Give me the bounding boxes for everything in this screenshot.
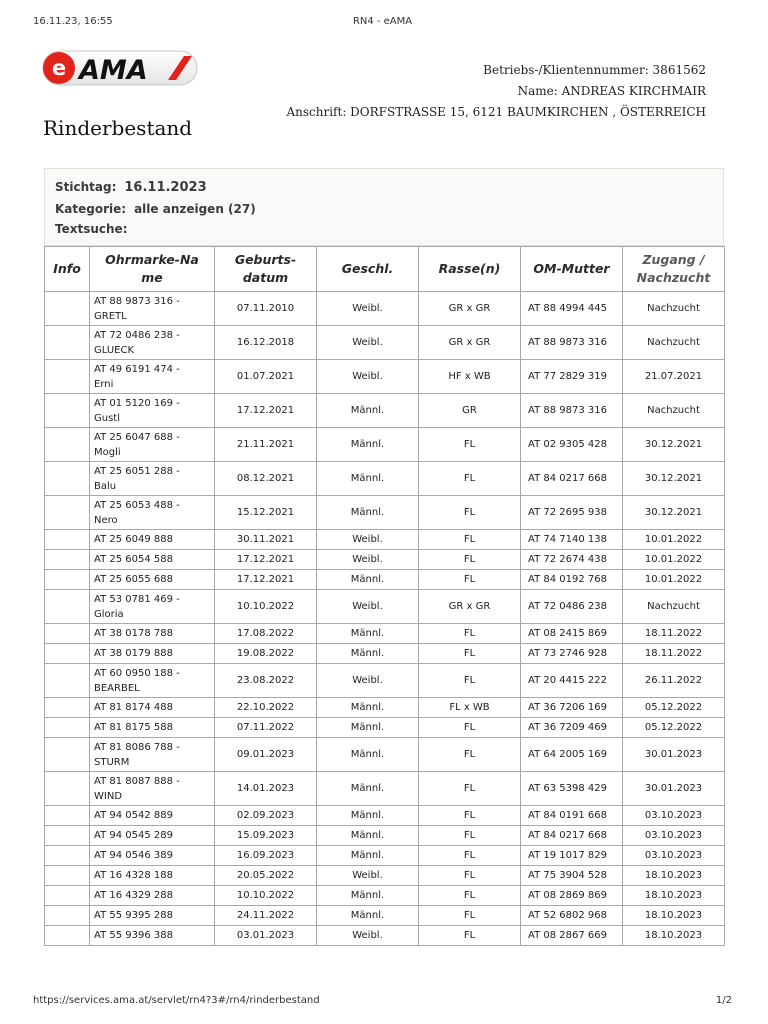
textsuche-label: Textsuche:: [55, 222, 128, 236]
cell-info: [45, 698, 90, 718]
cell-ohrmarke: [90, 292, 215, 326]
cell-zugang: 18.10.2023: [623, 906, 725, 926]
cell-ohrmarke: [90, 806, 215, 826]
table-row[interactable]: [45, 590, 725, 624]
cell-ohrmarke: [90, 826, 215, 846]
cell-info: [45, 292, 90, 326]
cell-om-mutter: AT 08 2867 669: [521, 926, 623, 946]
cell-geburtsdatum: 17.12.2021: [215, 394, 317, 428]
cell-om-mutter: AT 84 0217 668: [521, 826, 623, 846]
col-header-geburtsdatum[interactable]: Geburts- datum: [215, 247, 317, 292]
print-page-number: 1/2: [715, 995, 732, 1006]
cell-ohrmarke: [90, 590, 215, 624]
cell-om-mutter: AT 02 9305 428: [521, 428, 623, 462]
cell-geburtsdatum: 07.11.2022: [215, 718, 317, 738]
ohrmarke-number: AT 94 0546 389: [94, 850, 173, 861]
cell-om-mutter: AT 84 0192 768: [521, 570, 623, 590]
cell-zugang: 03.10.2023: [623, 846, 725, 866]
logo-letter: e: [51, 56, 67, 80]
cell-ohrmarke: [90, 886, 215, 906]
table-row[interactable]: [45, 496, 725, 530]
client-number: Betriebs-/Klientennummer: 3861562: [483, 63, 706, 77]
cell-ohrmarke: [90, 428, 215, 462]
cell-om-mutter: AT 36 7209 469: [521, 718, 623, 738]
cell-geburtsdatum: 09.01.2023: [215, 738, 317, 772]
cell-info: [45, 664, 90, 698]
table-row[interactable]: [45, 550, 725, 570]
table-row[interactable]: [45, 292, 725, 326]
cell-geschlecht: Weibl.: [317, 664, 419, 698]
cell-zugang: 30.12.2021: [623, 496, 725, 530]
cell-zugang: 30.01.2023: [623, 772, 725, 806]
cell-zugang: 10.01.2022: [623, 550, 725, 570]
ohrmarke-number: AT 88 9873 316 -: [94, 295, 180, 307]
cell-om-mutter: AT 88 9873 316: [521, 394, 623, 428]
cell-info: [45, 926, 90, 946]
textsuche-row: [55, 222, 128, 236]
animal-name: GLUECK: [94, 344, 134, 356]
cell-ohrmarke: [90, 530, 215, 550]
ohrmarke-number: AT 81 8174 488: [94, 702, 173, 713]
ohrmarke-number: AT 72 0486 238 -: [94, 329, 180, 341]
cell-zugang: 03.10.2023: [623, 826, 725, 846]
cell-om-mutter: AT 08 2415 869: [521, 624, 623, 644]
col-header-om-mutter[interactable]: OM-Mutter: [521, 247, 623, 292]
cell-rassen: FL: [419, 496, 521, 530]
col-header-ohrmarke[interactable]: Ohrmarke-Na me: [90, 247, 215, 292]
animal-name: STURM: [94, 756, 130, 768]
cell-geburtsdatum: 02.09.2023: [215, 806, 317, 826]
cell-geburtsdatum: 24.11.2022: [215, 906, 317, 926]
cell-rassen: FL: [419, 530, 521, 550]
cell-rassen: GR x GR: [419, 326, 521, 360]
cell-geschlecht: Männl.: [317, 772, 419, 806]
cell-geschlecht: Männl.: [317, 738, 419, 772]
cell-zugang: 30.12.2021: [623, 462, 725, 496]
cell-geschlecht: Weibl.: [317, 866, 419, 886]
cell-ohrmarke: [90, 462, 215, 496]
cell-zugang: 26.11.2022: [623, 664, 725, 698]
cell-geschlecht: Weibl.: [317, 550, 419, 570]
ohrmarke-number: AT 94 0542 889: [94, 810, 173, 821]
cell-geschlecht: Männl.: [317, 718, 419, 738]
table-row[interactable]: [45, 664, 725, 698]
cell-ohrmarke: [90, 550, 215, 570]
cell-ohrmarke: [90, 570, 215, 590]
ohrmarke-number: AT 38 0178 788: [94, 628, 173, 639]
cell-zugang: 03.10.2023: [623, 806, 725, 826]
table-row[interactable]: [45, 772, 725, 806]
animal-name: BEARBEL: [94, 682, 140, 694]
cell-geburtsdatum: 15.12.2021: [215, 496, 317, 530]
ohrmarke-number: AT 25 6051 288 -: [94, 465, 180, 477]
ohrmarke-number: AT 25 6054 588: [94, 554, 173, 565]
cell-rassen: FL: [419, 772, 521, 806]
cell-geschlecht: Männl.: [317, 394, 419, 428]
table-row[interactable]: [45, 570, 725, 590]
cell-geschlecht: Männl.: [317, 644, 419, 664]
table-row[interactable]: [45, 360, 725, 394]
cell-info: [45, 772, 90, 806]
cell-om-mutter: AT 84 0191 668: [521, 806, 623, 826]
cell-geschlecht: Männl.: [317, 846, 419, 866]
cell-zugang: 18.11.2022: [623, 644, 725, 664]
cell-info: [45, 462, 90, 496]
table-row[interactable]: [45, 462, 725, 496]
cell-om-mutter: AT 74 7140 138: [521, 530, 623, 550]
cell-geschlecht: Weibl.: [317, 292, 419, 326]
cell-om-mutter: AT 88 4994 445: [521, 292, 623, 326]
cell-geschlecht: Weibl.: [317, 926, 419, 946]
cell-zugang: 10.01.2022: [623, 530, 725, 550]
cell-om-mutter: AT 36 7206 169: [521, 698, 623, 718]
col-header-zugang[interactable]: Zugang / Nachzucht: [623, 247, 725, 292]
table-row[interactable]: [45, 394, 725, 428]
table-body: [45, 292, 725, 946]
cell-ohrmarke: [90, 360, 215, 394]
ohrmarke-number: AT 53 0781 469 -: [94, 593, 180, 605]
cell-geburtsdatum: 20.05.2022: [215, 866, 317, 886]
ohrmarke-number: AT 81 8175 588: [94, 722, 173, 733]
cell-geschlecht: Männl.: [317, 806, 419, 826]
table-row[interactable]: [45, 718, 725, 738]
ohrmarke-number: AT 01 5120 169 -: [94, 397, 180, 409]
table-row[interactable]: [45, 698, 725, 718]
cell-geburtsdatum: 21.11.2021: [215, 428, 317, 462]
cell-geschlecht: Männl.: [317, 496, 419, 530]
cell-om-mutter: AT 64 2005 169: [521, 738, 623, 772]
cell-rassen: FL: [419, 644, 521, 664]
page-title: Rinderbestand: [43, 116, 193, 140]
cell-geschlecht: Männl.: [317, 570, 419, 590]
ohrmarke-number: AT 55 9396 388: [94, 930, 173, 941]
cell-zugang: Nachzucht: [623, 394, 725, 428]
cell-geburtsdatum: 10.10.2022: [215, 886, 317, 906]
cell-geschlecht: Männl.: [317, 624, 419, 644]
ohrmarke-number: AT 25 6055 688: [94, 574, 173, 585]
cell-info: [45, 530, 90, 550]
cell-info: [45, 826, 90, 846]
print-title: RN4 - eAMA: [352, 16, 413, 27]
cell-rassen: GR x GR: [419, 292, 521, 326]
client-address: Anschrift: DORFSTRASSE 15, 6121 BAUMKIRCHEN , ÖSTERREICH: [286, 105, 706, 119]
cell-geburtsdatum: 17.08.2022: [215, 624, 317, 644]
table-row[interactable]: [45, 886, 725, 906]
cell-info: [45, 590, 90, 624]
stichtag-label: Stichtag:: [55, 180, 117, 194]
ohrmarke-number: AT 38 0179 888: [94, 648, 173, 659]
table-row[interactable]: [45, 866, 725, 886]
stichtag-row: [55, 180, 207, 195]
animal-name: WIND: [94, 790, 123, 802]
cell-geschlecht: Männl.: [317, 698, 419, 718]
table-row[interactable]: [45, 428, 725, 462]
cell-rassen: FL: [419, 738, 521, 772]
cell-ohrmarke: [90, 718, 215, 738]
print-footer: [33, 995, 732, 1009]
cell-om-mutter: AT 72 0486 238: [521, 590, 623, 624]
cell-info: [45, 866, 90, 886]
client-info: [286, 60, 706, 123]
cell-rassen: FL: [419, 866, 521, 886]
cell-geschlecht: Männl.: [317, 826, 419, 846]
cell-geburtsdatum: 23.08.2022: [215, 664, 317, 698]
cell-geschlecht: Männl.: [317, 906, 419, 926]
cell-zugang: 10.01.2022: [623, 570, 725, 590]
client-name: Name: ANDREAS KIRCHMAIR: [517, 84, 706, 98]
cell-zugang: 30.12.2021: [623, 428, 725, 462]
cell-rassen: FL: [419, 846, 521, 866]
ohrmarke-number: AT 25 6049 888: [94, 534, 173, 545]
cell-geschlecht: Männl.: [317, 886, 419, 906]
cell-ohrmarke: [90, 624, 215, 644]
cell-zugang: Nachzucht: [623, 292, 725, 326]
cell-ohrmarke: [90, 664, 215, 698]
cell-rassen: FL: [419, 550, 521, 570]
cell-ohrmarke: [90, 698, 215, 718]
table-row[interactable]: [45, 926, 725, 946]
cell-ohrmarke: [90, 846, 215, 866]
kategorie-select[interactable]: alle anzeigen (27): [134, 202, 256, 216]
cell-zugang: 05.12.2022: [623, 698, 725, 718]
cell-rassen: FL: [419, 664, 521, 698]
print-datetime: 16.11.23, 16:55: [33, 16, 113, 27]
table-row[interactable]: [45, 846, 725, 866]
cell-ohrmarke: [90, 772, 215, 806]
logo-text: AMA: [79, 55, 148, 86]
ohrmarke-number: AT 55 9395 288: [94, 910, 173, 921]
cell-om-mutter: AT 84 0217 668: [521, 462, 623, 496]
cell-om-mutter: AT 20 4415 222: [521, 664, 623, 698]
cell-zugang: 05.12.2022: [623, 718, 725, 738]
cell-zugang: 18.10.2023: [623, 926, 725, 946]
table-row[interactable]: [45, 624, 725, 644]
print-header: [33, 16, 732, 30]
ohrmarke-number: AT 81 8086 788 -: [94, 741, 180, 753]
cell-rassen: FL: [419, 624, 521, 644]
cell-rassen: FL: [419, 570, 521, 590]
table-row[interactable]: [45, 326, 725, 360]
cell-geburtsdatum: 16.12.2018: [215, 326, 317, 360]
table-row[interactable]: [45, 530, 725, 550]
cell-om-mutter: AT 72 2674 438: [521, 550, 623, 570]
animal-name: Gustl: [94, 412, 120, 424]
cell-geburtsdatum: 01.07.2021: [215, 360, 317, 394]
rinderbestand-table: [44, 246, 725, 946]
cell-om-mutter: AT 72 2695 938: [521, 496, 623, 530]
cell-rassen: FL: [419, 906, 521, 926]
cell-info: [45, 738, 90, 772]
cell-rassen: HF x WB: [419, 360, 521, 394]
cell-geburtsdatum: 22.10.2022: [215, 698, 317, 718]
cell-zugang: Nachzucht: [623, 326, 725, 360]
cell-zugang: 30.01.2023: [623, 738, 725, 772]
cell-om-mutter: AT 52 6802 968: [521, 906, 623, 926]
cell-info: [45, 906, 90, 926]
filter-panel: [44, 168, 724, 246]
cell-info: [45, 360, 90, 394]
cell-zugang: 18.10.2023: [623, 866, 725, 886]
cell-om-mutter: AT 75 3904 528: [521, 866, 623, 886]
cell-zugang: 18.11.2022: [623, 624, 725, 644]
cell-geburtsdatum: 03.01.2023: [215, 926, 317, 946]
cell-geburtsdatum: 19.08.2022: [215, 644, 317, 664]
cell-geschlecht: Weibl.: [317, 360, 419, 394]
cell-info: [45, 326, 90, 360]
cell-geburtsdatum: 17.12.2021: [215, 570, 317, 590]
col-header-geschlecht[interactable]: Geschl.: [317, 247, 419, 292]
cell-rassen: GR: [419, 394, 521, 428]
cell-rassen: FL: [419, 718, 521, 738]
ohrmarke-number: AT 25 6047 688 -: [94, 431, 180, 443]
cell-om-mutter: AT 88 9873 316: [521, 326, 623, 360]
print-url: https://services.ama.at/servlet/rn4?3#/rn4/rinderbestand: [33, 995, 320, 1006]
cell-geschlecht: Männl.: [317, 428, 419, 462]
ohrmarke-number: AT 16 4328 188: [94, 870, 173, 881]
ohrmarke-number: AT 25 6053 488 -: [94, 499, 180, 511]
animal-name: Nero: [94, 514, 118, 526]
cell-rassen: FL x WB: [419, 698, 521, 718]
kategorie-label: Kategorie:: [55, 202, 127, 216]
ohrmarke-number: AT 60 0950 188 -: [94, 667, 180, 679]
table-row[interactable]: [45, 738, 725, 772]
cell-info: [45, 496, 90, 530]
cell-geburtsdatum: 14.01.2023: [215, 772, 317, 806]
table-row[interactable]: [45, 644, 725, 664]
cell-geschlecht: Weibl.: [317, 590, 419, 624]
animal-name: GRETL: [94, 310, 127, 322]
cell-rassen: FL: [419, 462, 521, 496]
cell-rassen: FL: [419, 926, 521, 946]
animal-name: Mogli: [94, 446, 121, 458]
cell-rassen: FL: [419, 826, 521, 846]
cell-ohrmarke: [90, 906, 215, 926]
cell-rassen: FL: [419, 428, 521, 462]
cell-om-mutter: AT 73 2746 928: [521, 644, 623, 664]
cell-geburtsdatum: 15.09.2023: [215, 826, 317, 846]
cell-info: [45, 886, 90, 906]
cell-info: [45, 394, 90, 428]
cell-rassen: FL: [419, 886, 521, 906]
cell-info: [45, 644, 90, 664]
cell-info: [45, 624, 90, 644]
animal-name: Erni: [94, 378, 114, 390]
animal-name: Balu: [94, 480, 117, 492]
cell-ohrmarke: [90, 644, 215, 664]
cell-geburtsdatum: 08.12.2021: [215, 462, 317, 496]
cell-zugang: 18.10.2023: [623, 886, 725, 906]
table-row[interactable]: [45, 906, 725, 926]
cell-geburtsdatum: 07.11.2010: [215, 292, 317, 326]
cell-geburtsdatum: 30.11.2021: [215, 530, 317, 550]
cell-info: [45, 846, 90, 866]
cell-info: [45, 806, 90, 826]
animal-name: Gloria: [94, 608, 124, 620]
cell-info: [45, 550, 90, 570]
eama-logo[interactable]: [42, 50, 198, 86]
cell-rassen: GR x GR: [419, 590, 521, 624]
cell-ohrmarke: [90, 738, 215, 772]
cell-rassen: FL: [419, 806, 521, 826]
cell-geschlecht: Männl.: [317, 462, 419, 496]
cell-geschlecht: Weibl.: [317, 326, 419, 360]
cell-geburtsdatum: 17.12.2021: [215, 550, 317, 570]
cell-info: [45, 718, 90, 738]
cell-ohrmarke: [90, 496, 215, 530]
stichtag-value[interactable]: 16.11.2023: [124, 180, 207, 195]
cell-info: [45, 570, 90, 590]
table-row[interactable]: [45, 806, 725, 826]
cell-ohrmarke: [90, 926, 215, 946]
cell-ohrmarke: [90, 866, 215, 886]
cell-ohrmarke: [90, 326, 215, 360]
cell-geburtsdatum: 10.10.2022: [215, 590, 317, 624]
col-header-info[interactable]: Info: [45, 247, 90, 292]
cell-zugang: Nachzucht: [623, 590, 725, 624]
cell-zugang: 21.07.2021: [623, 360, 725, 394]
cell-info: [45, 428, 90, 462]
cell-geschlecht: Weibl.: [317, 530, 419, 550]
cell-om-mutter: AT 63 5398 429: [521, 772, 623, 806]
ohrmarke-number: AT 81 8087 888 -: [94, 775, 180, 787]
ohrmarke-number: AT 16 4329 288: [94, 890, 173, 901]
table-header-row: [45, 247, 725, 292]
cell-om-mutter: AT 19 1017 829: [521, 846, 623, 866]
kategorie-row: [55, 202, 256, 216]
cell-ohrmarke: [90, 394, 215, 428]
ohrmarke-number: AT 94 0545 289: [94, 830, 173, 841]
cell-om-mutter: AT 08 2869 869: [521, 886, 623, 906]
ohrmarke-number: AT 49 6191 474 -: [94, 363, 180, 375]
cell-om-mutter: AT 77 2829 319: [521, 360, 623, 394]
col-header-rassen[interactable]: Rasse(n): [419, 247, 521, 292]
table-row[interactable]: [45, 826, 725, 846]
cell-geburtsdatum: 16.09.2023: [215, 846, 317, 866]
